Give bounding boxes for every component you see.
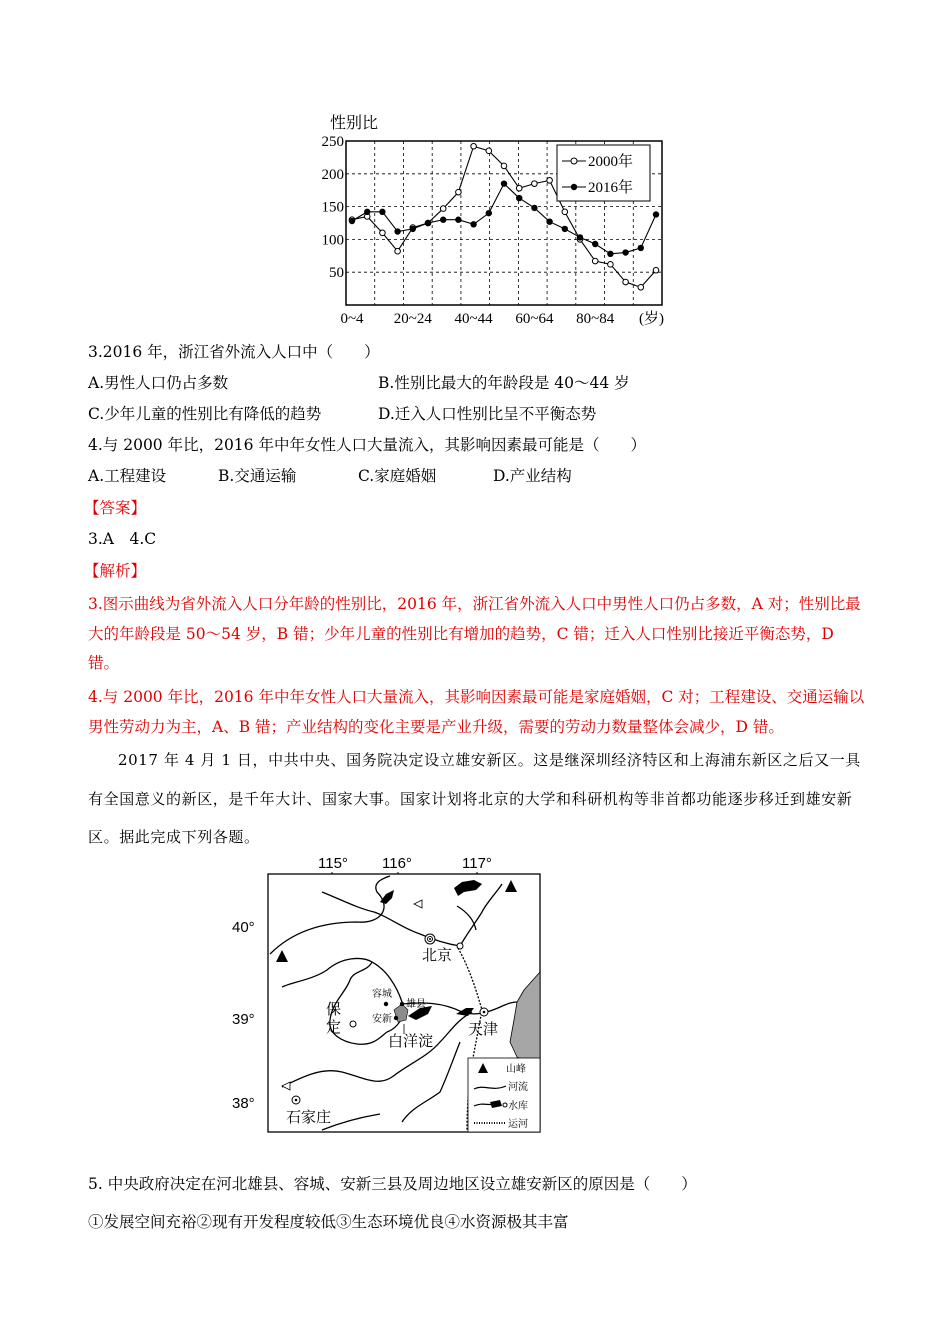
answer-text: 3.A 4.C <box>88 530 157 548</box>
analysis-q3: 3.图示曲线为省外流入人口分年龄的性别比，2016 年，浙江省外流入人口中男性人口仍占多数，A 对；性别比最大的年龄段是 50～54 岁，B 错；少年儿童的性别比有增加的趋势，C 错；迁入人口性别比接近平衡态势，D 错。 <box>88 595 861 672</box>
q4-option-a: A.工程建设 <box>88 467 167 485</box>
point-0-12 <box>532 181 538 187</box>
label-anxin: 安新 <box>372 1014 392 1025</box>
q3-option-a: A.男性人口仍占多数 <box>88 374 229 392</box>
q3-option-c: C.少年儿童的性别比有降低的趋势 <box>88 405 322 423</box>
point-1-14 <box>562 226 568 232</box>
q4-option-d: D.产业结构 <box>493 467 572 485</box>
point-1-4 <box>410 226 416 232</box>
legend-canal-label: 运河 <box>508 1119 528 1130</box>
q4-option-c: C.家庭婚姻 <box>358 467 437 485</box>
y-axis-title: 性别比 <box>330 115 379 132</box>
point-0-18 <box>623 279 629 285</box>
point-0-6 <box>440 206 446 212</box>
point-1-5 <box>425 220 431 226</box>
xiongan-map <box>232 852 542 1134</box>
y-tick-250: 250 <box>321 134 344 150</box>
legend-peak-label: 山峰 <box>506 1064 526 1075</box>
point-0-10 <box>501 163 507 169</box>
lat-label-40: 40° <box>232 919 255 936</box>
y-tick-150: 150 <box>321 199 344 216</box>
analysis-q4: 4.与 2000 年比，2016 年中年女性人口大量流入，其影响因素最可能是家庭婚姻，C 对；工程建设、交通运输以男性劳动力为主，A、B 错；产业结构的变化主要是产业升级，需要的劳动力数量整体会减少，D 错。 <box>88 688 865 736</box>
chart-legend <box>557 145 650 201</box>
point-1-15 <box>577 234 583 240</box>
point-1-9 <box>486 210 492 216</box>
xiongan-intro: 2017 年 4 月 1 日，中共中央、国务院决定设立雄安新区。这是继深圳经济特区和上海浦东新区之后又一具有全国意义的新区，是千年大计、国家大事。国家计划将北京的大学和科研机构等非首都功能逐步移迁到雄安新区。据此完成下列各题。 <box>88 751 861 846</box>
point-0-7 <box>456 189 462 195</box>
label-baiyangdian: 白洋淀 <box>388 1033 434 1050</box>
x-tick-labels <box>340 311 614 327</box>
point-0-16 <box>592 258 598 264</box>
town-rongcheng <box>384 1002 388 1006</box>
point-0-11 <box>516 185 522 191</box>
analysis-heading: 【解析】 <box>84 562 147 580</box>
point-0-13 <box>547 178 553 184</box>
point-1-8 <box>470 221 476 227</box>
point-0-17 <box>608 262 614 268</box>
point-1-19 <box>638 245 644 251</box>
town-anxin <box>394 1016 398 1020</box>
lat-label-38: 38° <box>232 1095 255 1112</box>
sex-ratio-chart <box>321 106 669 331</box>
x-tick-60~64: 60~64 <box>515 311 554 327</box>
y-tick-200: 200 <box>321 166 344 183</box>
point-1-0 <box>349 218 355 224</box>
label-baoding-2: 定 <box>326 1019 342 1036</box>
lon-label-117: 117° <box>462 855 492 872</box>
x-tick-80~84: 80~84 <box>576 311 615 327</box>
point-1-1 <box>364 209 370 215</box>
point-1-13 <box>546 218 552 224</box>
q3-option-d: D.迁入人口性别比呈不平衡态势 <box>378 405 597 423</box>
point-0-20 <box>653 267 659 273</box>
point-1-7 <box>455 217 461 223</box>
lon-label-115: 115° <box>318 855 348 872</box>
point-0-9 <box>486 148 492 154</box>
lat-label-39: 39° <box>232 1011 255 1028</box>
point-0-3 <box>395 248 401 254</box>
x-tick-20~24: 20~24 <box>393 311 432 327</box>
point-1-11 <box>516 195 522 201</box>
point-1-18 <box>622 249 628 255</box>
q5-options: ①发展空间充裕②现有开发程度较低③生态环境优良④水资源极其丰富 <box>88 1213 569 1231</box>
reservoir-beijing-marker <box>457 943 463 949</box>
point-1-2 <box>379 209 385 215</box>
point-0-8 <box>471 143 477 149</box>
y-tick-50: 50 <box>329 265 344 282</box>
point-1-12 <box>531 205 537 211</box>
legend-label-2000: 2000年 <box>588 154 634 170</box>
legend-label-2016: 2016年 <box>588 180 634 196</box>
label-rongcheng: 容城 <box>372 989 392 1000</box>
x-axis-unit: (岁) <box>639 311 664 327</box>
legend-filled-marker <box>571 184 577 190</box>
q3-option-b: B.性别比最大的年龄段是 40～44 岁 <box>378 374 630 392</box>
map-legend <box>468 1058 540 1132</box>
y-tick-100: 100 <box>321 232 344 249</box>
label-xiongxian: 雄县 <box>406 999 426 1010</box>
point-1-17 <box>607 251 613 257</box>
point-1-3 <box>394 228 400 234</box>
point-0-14 <box>562 209 568 215</box>
legend-open-marker <box>571 158 577 164</box>
point-0-2 <box>380 230 386 236</box>
point-1-20 <box>653 211 659 217</box>
q4-stem: 4.与 2000 年比，2016 年中年女性人口大量流入，其影响因素最可能是（ ） <box>88 436 646 454</box>
label-beijing: 北京 <box>422 947 453 964</box>
q3-stem: 3.2016 年，浙江省外流入人口中（ ） <box>88 343 380 361</box>
label-tianjin: 天津 <box>468 1021 499 1038</box>
label-baoding-1: 保 <box>326 1001 342 1018</box>
x-tick-40~44: 40~44 <box>454 311 493 327</box>
point-0-19 <box>638 284 644 290</box>
town-xiongxian <box>400 1002 404 1006</box>
legend-reservoir-label: 水库 <box>508 1101 528 1112</box>
y-tick-labels <box>322 134 345 281</box>
label-shijiazhuang: 石家庄 <box>286 1109 332 1126</box>
lon-label-116: 116° <box>382 855 412 872</box>
q4-option-b: B.交通运输 <box>218 467 297 485</box>
q5-stem: 5. 中央政府决定在河北雄县、容城、安新三县及周边地区设立雄安新区的原因是（ ） <box>88 1175 697 1193</box>
legend-river-label: 河流 <box>508 1082 528 1093</box>
point-1-16 <box>592 241 598 247</box>
x-tick-0~4: 0~4 <box>340 311 364 327</box>
point-1-6 <box>440 217 446 223</box>
point-1-10 <box>501 180 507 186</box>
answer-heading: 【答案】 <box>84 499 147 517</box>
